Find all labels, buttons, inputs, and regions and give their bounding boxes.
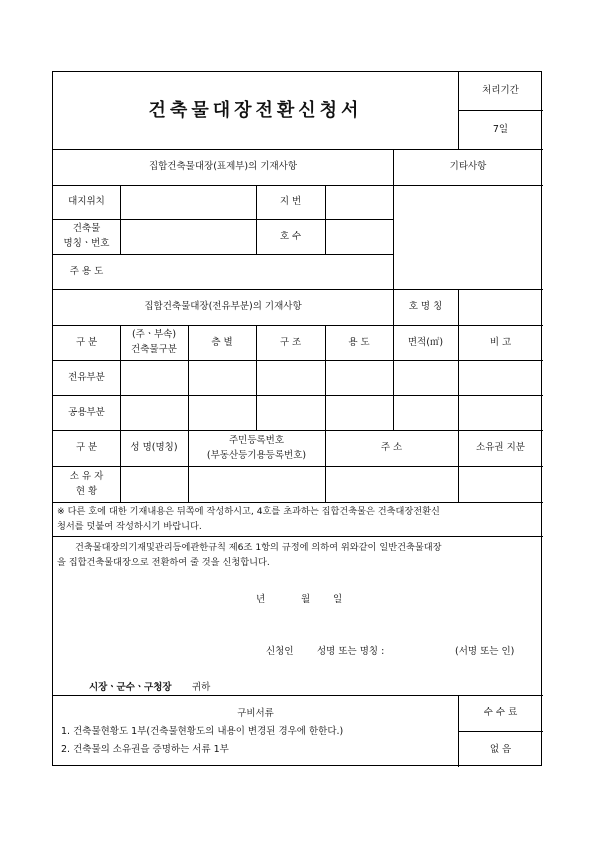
fee-value: 없 음	[489, 744, 512, 755]
building-name-label-line2: 명칭ㆍ번호	[63, 238, 110, 249]
col-area: 면적(㎡)	[407, 337, 444, 348]
other-matters-heading: 기타사항	[449, 161, 487, 172]
section1-heading: 집합건축물대장(표제부)의 기재사항	[148, 161, 298, 172]
col-floor: 층 별	[211, 337, 233, 348]
owner-col-address: 주 소	[380, 442, 403, 453]
applicant-label: 신청인	[266, 646, 294, 657]
col-use: 용 도	[348, 337, 370, 348]
applicant-name-label: 성명 또는 명칭 :	[317, 646, 385, 657]
form-title: 건축물대장전환신청서	[148, 100, 363, 121]
signature-label: (서명 또는 인)	[455, 646, 515, 657]
fee-label: 수 수 료	[483, 707, 518, 718]
owner-col-share: 소유권 지분	[476, 442, 525, 453]
note-line2: 청서를 덧붙여 작성하시기 바랍니다.	[57, 521, 202, 532]
processing-period-value: 7일	[492, 124, 509, 135]
site-location-label: 대지위치	[68, 196, 105, 207]
note-line1: ※ 다른 호에 대한 기재내용은 뒤쪽에 작성하시고, 4호를 초과하는 집합건축물은 건축대장전환신	[57, 506, 440, 517]
row-common-part: 공용부분	[68, 407, 105, 418]
section2-heading: 집합건축물대장(전유부분)의 기재사항	[144, 301, 302, 312]
lot-number-label: 지 번	[279, 196, 302, 207]
owner-col-id-line2: (부동산등기용등록번호)	[206, 450, 307, 461]
application-form	[52, 71, 542, 766]
building-name-label-line1: 건축물	[72, 223, 101, 234]
required-docs-heading: 구비서류	[237, 708, 274, 719]
col-structure: 구 조	[279, 337, 302, 348]
row-exclusive-part: 전유부분	[68, 372, 105, 383]
unit-count-label: 호 수	[279, 231, 302, 242]
required-doc-1: 1. 건축물현황도 1부(건축물현황도의 내용이 변경된 경우에 한한다.)	[61, 726, 344, 737]
application-statement-line1: 건축물대장의기재및관리등에관한규칙 제6조 1항의 규정에 의하여 위와같이 일반건축물대장	[75, 542, 442, 553]
addressee-title: 시장ㆍ군수ㆍ구청장	[89, 682, 172, 693]
unit-name-label: 호 명 칭	[408, 301, 443, 312]
owner-status-label-line2: 현 황	[75, 486, 98, 497]
processing-period-label: 처리기간	[482, 85, 519, 96]
owner-col-category: 구 분	[75, 442, 98, 453]
owner-status-label-line1: 소 유 자	[69, 471, 104, 482]
required-doc-2: 2. 건축물의 소유권을 증명하는 서류 1부	[61, 744, 229, 755]
date-day: 일	[333, 594, 343, 605]
owner-col-id-line1: 주민등록번호	[228, 435, 285, 446]
addressee-suffix: 귀하	[192, 682, 211, 693]
col-building-type-line1: (주ㆍ부속)	[131, 329, 177, 340]
application-statement-line2: 을 집합건축물대장으로 전환하여 줄 것을 신청합니다.	[57, 557, 270, 568]
date-month: 월	[301, 594, 311, 605]
col-remarks: 비 고	[489, 337, 512, 348]
main-use-label: 주 용 도	[69, 266, 104, 277]
date-year: 년	[256, 594, 266, 605]
owner-col-name: 성 명(명칭)	[130, 442, 178, 453]
col-building-type-line2: 건축물구분	[131, 344, 177, 355]
col-category: 구 분	[75, 337, 98, 348]
